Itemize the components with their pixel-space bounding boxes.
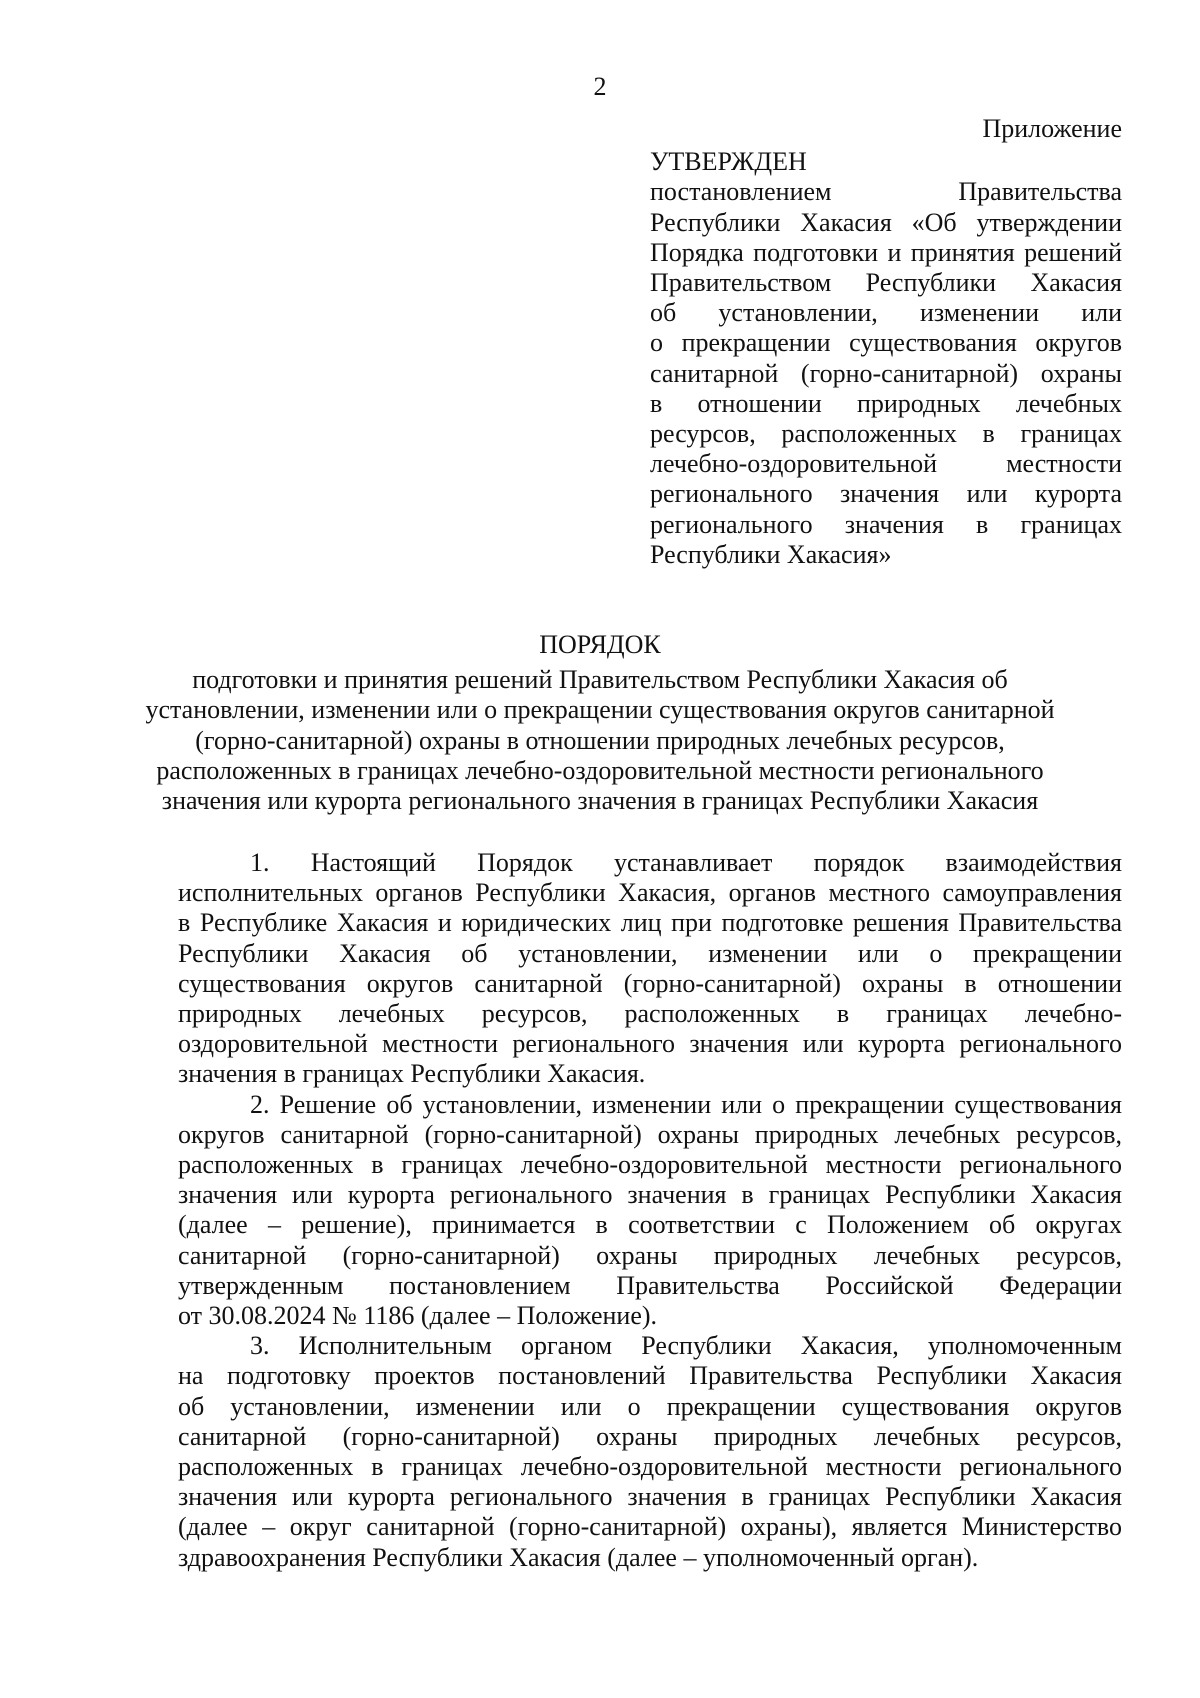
paragraph-line: 1. Настоящий Порядок устанавливает порядок взаимодействия <box>250 848 1122 877</box>
approved-by-line: о прекращении существования округов <box>650 328 1122 358</box>
paragraph-line: (далее – округ санитарной (горно-санитарной) охраны), является Министерство <box>178 1512 1122 1542</box>
page-number: 2 <box>593 72 607 101</box>
subtitle-line: расположенных в границах лечебно-оздоровительной местности регионального <box>156 755 1044 785</box>
paragraph-line: округов санитарной (горно-санитарной) охраны природных лечебных ресурсов, <box>178 1119 1122 1149</box>
approved-by-line: регионального значения в границах <box>650 509 1122 539</box>
subtitle-line: установлении, изменении или о прекращении существования округов санитарной <box>145 695 1055 725</box>
paragraph-2 <box>178 1090 1122 1332</box>
document-subtitle <box>130 665 1070 816</box>
approved-by-line: в отношении природных лечебных <box>650 388 1122 418</box>
paragraph-line: 2. Решение об установлении, изменении или о прекращении существования <box>250 1089 1122 1119</box>
document-heading <box>130 630 1070 816</box>
paragraph-line: здравоохранения Республики Хакасия (далее – уполномоченный орган). <box>178 1542 979 1572</box>
paragraph-line: санитарной (горно-санитарной) охраны природных лечебных ресурсов, <box>178 1240 1122 1270</box>
approved-by-line: ресурсов, расположенных в границах <box>650 419 1122 449</box>
paragraph-line: оздоровительной местности регионального значения или курорта регионального <box>178 1029 1122 1059</box>
approved-by-line: Республики Хакасия» <box>650 539 892 569</box>
paragraph-line: исполнительных органов Республики Хакасия, органов местного самоуправления <box>178 878 1122 908</box>
approved-by-line: Республики Хакасия «Об утверждении <box>650 207 1122 237</box>
approved-label: УТВЕРЖДЕН <box>650 147 807 177</box>
approved-by-line: Правительством Республики Хакасия <box>650 268 1122 298</box>
approved-by-line: лечебно-оздоровительной местности <box>650 449 1122 479</box>
document-body <box>178 848 1122 1573</box>
paragraph-line: значения или курорта регионального значения в границах Республики Хакасия <box>178 1180 1122 1210</box>
document-title: ПОРЯДОК <box>539 630 661 659</box>
paragraph-line: 3. Исполнительным органом Республики Хакасия, уполномоченным <box>250 1331 1122 1361</box>
paragraph-line: природных лечебных ресурсов, расположенных в границах лечебно- <box>178 999 1122 1029</box>
paragraph-line: расположенных в границах лечебно-оздоровительной местности регионального <box>178 1452 1122 1482</box>
approved-by-line: регионального значения или курорта <box>650 479 1122 509</box>
paragraph-line: утвержденным постановлением Правительства Российской Федерации <box>178 1270 1122 1300</box>
subtitle-line: (горно-санитарной) охраны в отношении природных лечебных ресурсов, <box>195 725 1005 755</box>
approved-by-line: санитарной (горно-санитарной) охраны <box>650 358 1122 388</box>
paragraph-line: расположенных в границах лечебно-оздоровительной местности регионального <box>178 1150 1122 1180</box>
paragraph-line: на подготовку проектов постановлений Правительства Республики Хакасия <box>178 1361 1122 1391</box>
paragraph-line: значения или курорта регионального значения в границах Республики Хакасия <box>178 1482 1122 1512</box>
paragraph-line: в Республике Хакасия и юридических лиц при подготовке решения Правительства <box>178 908 1122 938</box>
appendix-label: Приложение <box>982 114 1122 143</box>
approved-by-line: Порядка подготовки и принятия решений <box>650 237 1122 267</box>
subtitle-line: значения или курорта регионального значения в границах Республики Хакасия <box>161 786 1039 816</box>
subtitle-line: подготовки и принятия решений Правительством Республики Хакасия об <box>192 665 1008 695</box>
approved-by-text <box>650 177 1122 570</box>
paragraph-line: существования округов санитарной (горно-санитарной) охраны в отношении <box>178 968 1122 998</box>
paragraph-line: санитарной (горно-санитарной) охраны природных лечебных ресурсов, <box>178 1421 1122 1451</box>
paragraph-3 <box>178 1331 1122 1573</box>
appendix-block <box>650 114 1122 570</box>
paragraph-line: об установлении, изменении или о прекращении существования округов <box>178 1391 1122 1421</box>
paragraph-1 <box>178 848 1122 1090</box>
approved-by-line: постановлением Правительства <box>650 177 1122 207</box>
paragraph-line: (далее – решение), принимается в соответствии с Положением об округах <box>178 1210 1122 1240</box>
approved-by-line: об установлении, изменении или <box>650 298 1122 328</box>
paragraph-line: значения в границах Республики Хакасия. <box>178 1059 646 1089</box>
paragraph-line: Республики Хакасия об установлении, изменении или о прекращении <box>178 938 1122 968</box>
paragraph-line: от 30.08.2024 № 1186 (далее – Положение). <box>178 1301 658 1331</box>
